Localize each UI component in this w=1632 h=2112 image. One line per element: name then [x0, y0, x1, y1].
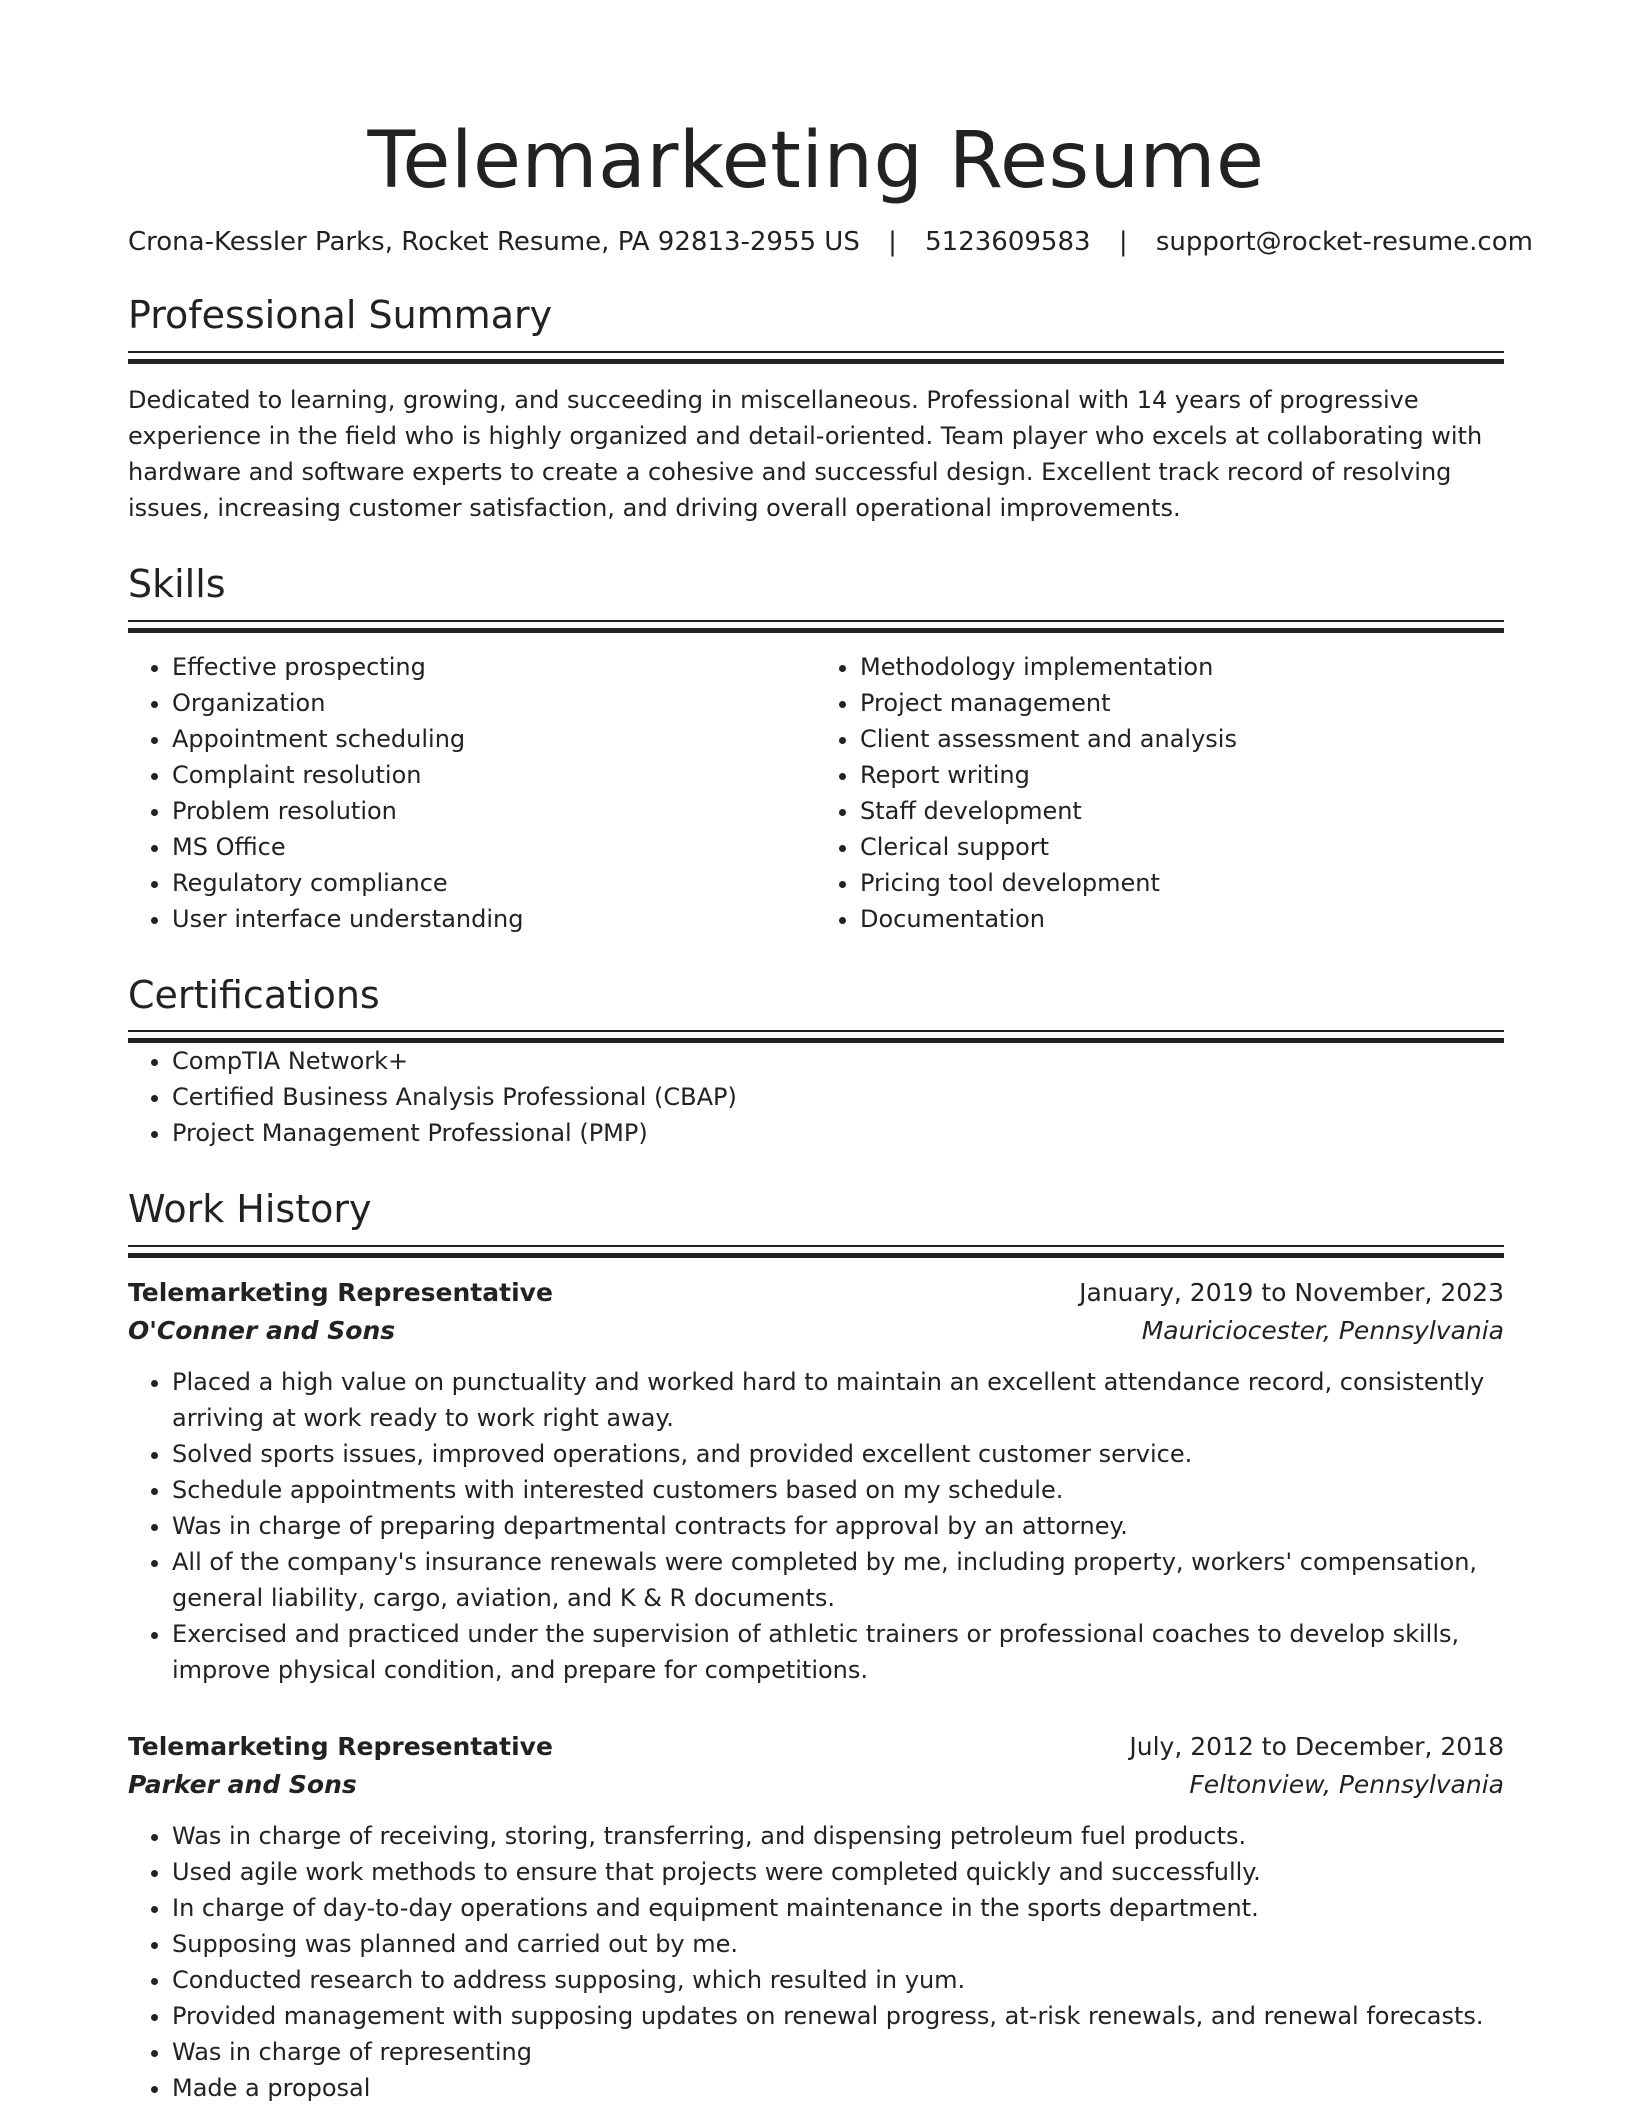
certifications-list	[128, 1043, 1504, 1151]
job-bullets	[128, 1818, 1504, 2106]
contact-email: support@rocket-resume.com	[1155, 227, 1533, 258]
certification-item: • Project Management Professional (PMP)	[172, 1115, 1504, 1151]
resume-title: Telemarketing Resume	[367, 116, 1265, 206]
skills-section	[128, 562, 1504, 633]
skill-item: • Client assessment and analysis	[860, 721, 1504, 757]
job-company-row	[128, 1312, 1504, 1350]
skill-item: • Report writing	[860, 757, 1504, 793]
skill-item: • Project management	[860, 685, 1504, 721]
job-bullet: • Schedule appointments with interested customers based on my schedule.	[172, 1472, 1504, 1508]
skill-item: • MS Office	[172, 829, 816, 865]
contact-separator: |	[1118, 227, 1128, 258]
job-bullet: • In charge of day-to-day operations and equipment maintenance in the sports department.	[172, 1890, 1504, 1926]
job-entry	[128, 1274, 1504, 1688]
work-history-section	[128, 1187, 1504, 1258]
skill-item: • Effective prospecting	[172, 649, 816, 685]
job-company: O'Conner and Sons	[128, 1315, 396, 1345]
summary-section	[128, 293, 1504, 364]
certification-item: • CompTIA Network+	[172, 1043, 1504, 1079]
job-bullet: • Made a proposal	[172, 2070, 1504, 2106]
job-bullet: • Solved sports issues, improved operations, and provided excellent customer service.	[172, 1436, 1504, 1472]
job-title: Telemarketing Representative	[128, 1277, 553, 1307]
job-location: Mauriciocester, Pennsylvania	[1141, 1315, 1504, 1345]
summary-text: Dedicated to learning, growing, and succeeding in miscellaneous. Professional with 14 years of progressive experience in the field who is highly organized and detail-oriented. Team player who excels at collaborating with hardware and software experts to create a cohesive and successful design. Excellent track record of resolving issues, increasing customer satisfaction, and driving overall operational improvements.	[128, 385, 1483, 522]
job-bullet: • Was in charge of preparing departmental contracts for approval by an attorney.	[172, 1508, 1504, 1544]
job-bullet: • Placed a high value on punctuality and worked hard to maintain an excellent attendance record, consistently arriving at work ready to work right away.	[172, 1364, 1504, 1436]
skill-item: • Documentation	[860, 901, 1504, 937]
job-entry	[128, 1728, 1504, 2106]
skill-item: • Appointment scheduling	[172, 721, 816, 757]
certifications-section	[128, 973, 1504, 1044]
work-history-heading: Work History	[128, 1187, 372, 1232]
skills-columns	[128, 649, 1504, 937]
skills-heading: Skills	[128, 561, 226, 606]
skill-item: • Methodology implementation	[860, 649, 1504, 685]
job-bullet: • All of the company's insurance renewals were completed by me, including property, workers' compensation, general liability, cargo, aviation, and K & R documents.	[172, 1544, 1504, 1616]
job-bullet: • Was in charge of receiving, storing, transferring, and dispensing petroleum fuel products.	[172, 1818, 1504, 1854]
job-bullet: • Supposing was planned and carried out by me.	[172, 1926, 1504, 1962]
job-title: Telemarketing Representative	[128, 1731, 553, 1761]
skills-list-left	[128, 649, 816, 937]
certifications-heading: Certifications	[128, 972, 380, 1017]
skill-item: • Problem resolution	[172, 793, 816, 829]
contact-address: Crona-Kessler Parks, Rocket Resume, PA 92813-2955 US	[128, 227, 860, 258]
job-bullets	[128, 1364, 1504, 1688]
summary-heading: Professional Summary	[128, 293, 553, 338]
job-header-row	[128, 1274, 1504, 1312]
job-dates: July, 2012 to December, 2018	[1129, 1731, 1504, 1761]
contact-line	[128, 227, 1533, 258]
job-bullet: • Provided management with supposing updates on renewal progress, at-risk renewals, and renewal forecasts.	[172, 1998, 1504, 2034]
skill-item: • Regulatory compliance	[172, 865, 816, 901]
section-divider	[128, 1030, 1504, 1043]
skills-list-right	[816, 649, 1504, 937]
skill-item: • Organization	[172, 685, 816, 721]
job-bullet: • Conducted research to address supposing, which resulted in yum.	[172, 1962, 1504, 1998]
skill-item: • Pricing tool development	[860, 865, 1504, 901]
contact-separator: |	[888, 227, 897, 258]
job-dates: January, 2019 to November, 2023	[1079, 1277, 1504, 1307]
job-bullet: • Was in charge of representing	[172, 2034, 1504, 2070]
section-divider	[128, 1245, 1504, 1258]
job-location: Feltonview, Pennsylvania	[1189, 1769, 1504, 1799]
skill-item: • Complaint resolution	[172, 757, 816, 793]
contact-phone: 5123609583	[925, 227, 1091, 258]
section-divider	[128, 620, 1504, 633]
job-company: Parker and Sons	[128, 1769, 357, 1799]
job-company-row	[128, 1766, 1504, 1804]
job-header-row	[128, 1728, 1504, 1766]
certification-item: • Certified Business Analysis Professional (CBAP)	[172, 1079, 1504, 1115]
job-bullet: • Used agile work methods to ensure that projects were completed quickly and successfully.	[172, 1854, 1504, 1890]
skill-item: • User interface understanding	[172, 901, 816, 937]
skill-item: • Staff development	[860, 793, 1504, 829]
job-bullet: • Exercised and practiced under the supervision of athletic trainers or professional coaches to develop skills, improve physical condition, and prepare for competitions.	[172, 1616, 1504, 1688]
skill-item: • Clerical support	[860, 829, 1504, 865]
section-divider	[128, 351, 1504, 364]
